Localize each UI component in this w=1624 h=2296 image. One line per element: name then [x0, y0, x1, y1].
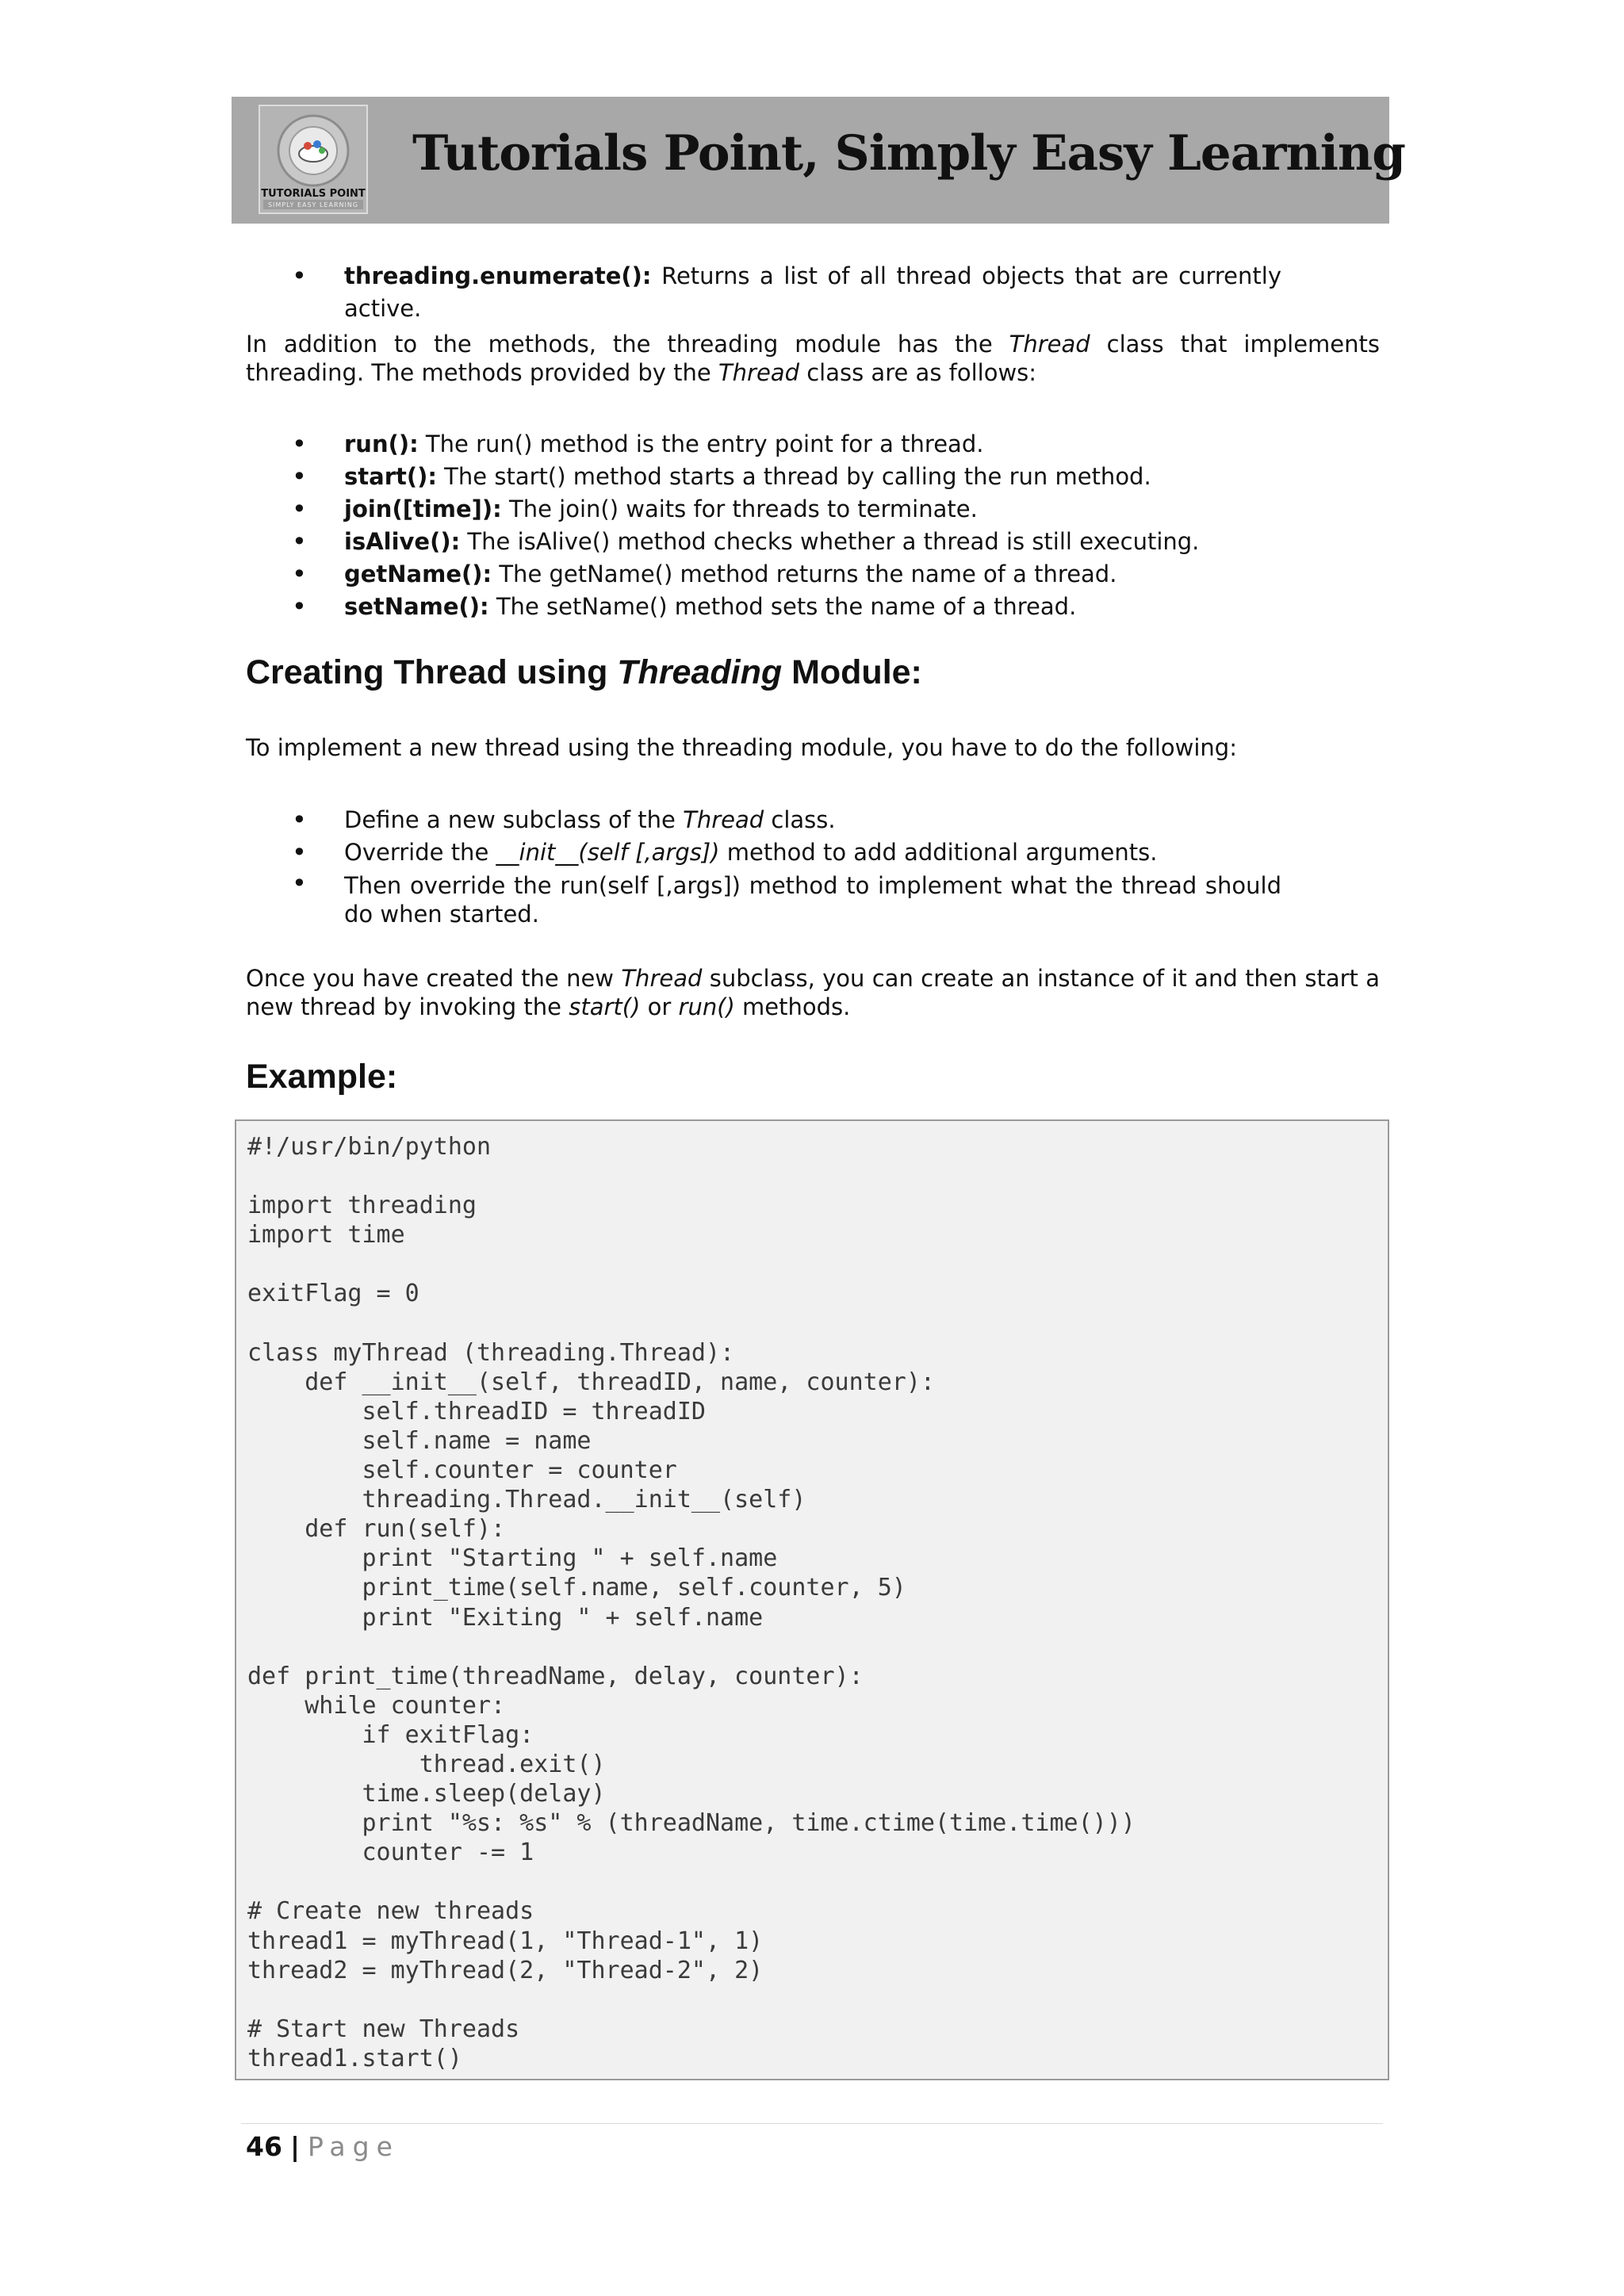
once-text: methods. — [734, 993, 851, 1020]
list-item — [246, 428, 1281, 461]
method-term: start(): — [344, 463, 437, 490]
page-number: 46 — [246, 2131, 282, 2162]
step-text: Override the — [344, 839, 496, 866]
once-emphasis: run() — [678, 993, 735, 1020]
step-emphasis: Thread — [683, 806, 764, 833]
intro-text-1: In addition to the methods, the threading module has the — [246, 331, 1009, 358]
method-description: The getName() method returns the name of a thread. — [492, 561, 1117, 587]
once-emphasis: Thread — [621, 965, 703, 992]
page-header-title: Tutorials Point, Simply Easy Learning — [412, 125, 1405, 182]
method-description: The isAlive() method checks whether a thread is still executing. — [460, 528, 1200, 555]
footer-divider — [241, 2123, 1383, 2124]
subclass-usage-paragraph — [246, 964, 1380, 1021]
section-heading — [246, 653, 922, 692]
steps-list — [246, 804, 1281, 928]
instructions-intro-paragraph: To implement a new thread using the threading module, you have to do the following: — [246, 734, 1237, 761]
intro-text-3: class are as follows: — [799, 359, 1037, 386]
thread-methods-list — [246, 428, 1281, 623]
list-item — [246, 493, 1281, 526]
method-term: getName(): — [344, 561, 492, 587]
list-item — [246, 558, 1281, 591]
method-description: The join() waits for threads to terminate. — [501, 496, 978, 522]
intro-text-2: class that implements threading. The methods provided by the — [246, 331, 1380, 386]
intro-emphasis-2: Thread — [718, 359, 799, 386]
logo-tagline-text: SIMPLY EASY LEARNING — [267, 201, 359, 209]
list-item — [246, 869, 1281, 928]
method-term: join([time]): — [344, 496, 502, 522]
method-term: run(): — [344, 430, 419, 457]
step-emphasis: __init__(self [,args]) — [496, 839, 720, 866]
once-text: subclass, you can create an instance of it and then start a new thread by invoking the — [246, 965, 1380, 1020]
heading-text-after: Module: — [782, 653, 922, 691]
list-item — [246, 260, 1281, 325]
step-text: class. — [764, 806, 836, 833]
list-item — [246, 836, 1281, 869]
code-listing: #!/usr/bin/python import threading import time exitFlag = 0 class myThread (threading.Thread): def __init__(self, threadID, name, counter): self.threadID = threadID self.name = name self.counter = counter threading.Thread.__init__(self) def run(self): print "Starting " + self.name print_time(self.name, self.counter, 5) print "Exiting " + self.name def print_time(threadName, delay, counter): while counter: if exitFlag: thread.exit() time.sleep(delay) print "%s: %s" % (threadName, time.ctime(time.time())) counter -= 1 # Create new threads thread1 = myThread(1, "Thread-1", 1) thread2 = myThread(2, "Thread-2", 2) # Start new Threads thread1.start() — [247, 1133, 1136, 2072]
once-text: Once you have created the new — [246, 965, 622, 992]
method-description: The start() method starts a thread by calling the run method. — [436, 463, 1151, 490]
step-text: Then override the run(self [,args]) method to implement what the thread should do when started. — [344, 872, 1281, 928]
method-term: threading.enumerate(): — [344, 262, 652, 289]
list-item — [246, 526, 1281, 558]
code-block — [235, 1119, 1389, 2080]
once-emphasis: start() — [569, 993, 641, 1020]
list-item — [246, 804, 1281, 836]
page-header-banner — [232, 97, 1405, 224]
intro-emphasis-1: Thread — [1009, 331, 1090, 358]
method-description: The run() method is the entry point for a thread. — [418, 430, 984, 457]
logo-brand-text: TUTORIALS POINT — [261, 188, 366, 200]
list-item — [246, 591, 1281, 623]
list-item — [246, 461, 1281, 493]
example-heading: Example: — [246, 1058, 398, 1096]
page-label: Page — [308, 2131, 400, 2162]
method-description: Returns a list of all thread objects that are currently active. — [344, 262, 1281, 322]
method-term: isAlive(): — [344, 528, 461, 555]
method-description: The setName() method sets the name of a thread. — [488, 593, 1077, 620]
method-term: setName(): — [344, 593, 489, 620]
page-separator: | — [289, 2131, 300, 2162]
heading-text-before: Creating Thread using — [246, 653, 618, 691]
step-text: Define a new subclass of the — [344, 806, 684, 833]
step-text: method to add additional arguments. — [719, 839, 1158, 866]
heading-emphasis: Threading — [617, 653, 783, 691]
thread-class-intro-paragraph — [246, 330, 1380, 387]
tutorials-point-logo-icon — [259, 105, 368, 214]
once-text: or — [640, 993, 679, 1020]
enumerate-bullet-list — [246, 260, 1281, 325]
page-footer — [246, 2131, 400, 2162]
